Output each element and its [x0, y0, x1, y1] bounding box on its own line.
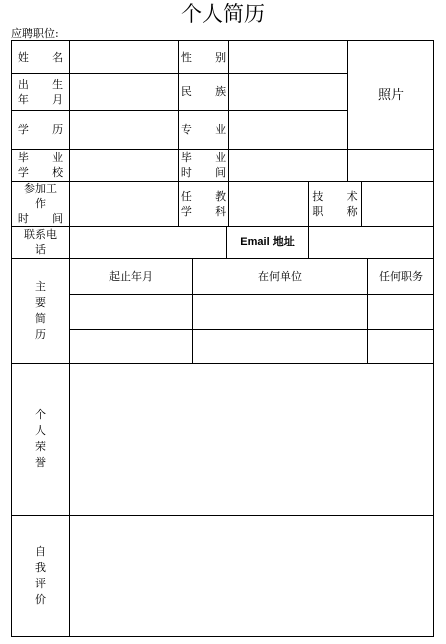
label-gender: 性 别	[180, 50, 237, 64]
name-field[interactable]	[70, 41, 178, 73]
school-field[interactable]	[70, 149, 178, 181]
history-cell[interactable]	[368, 295, 434, 329]
label-phone: 联系电 话	[24, 228, 57, 256]
history-header-period: 起止年月	[109, 269, 153, 283]
label-school: 毕 业 学 校	[17, 151, 74, 179]
photo-box[interactable]	[348, 41, 434, 149]
history-cell[interactable]	[70, 330, 192, 363]
birth-field[interactable]	[70, 73, 178, 110]
email-field[interactable]	[309, 226, 434, 258]
position-label: 应聘职位:	[11, 27, 59, 40]
ethnicity-field[interactable]	[229, 73, 347, 110]
subject-field[interactable]	[229, 181, 308, 226]
history-cell[interactable]	[70, 295, 192, 329]
education-field[interactable]	[70, 110, 178, 149]
label-education: 学 历	[17, 123, 74, 136]
label-history: 主 要 简 历	[35, 279, 46, 341]
history-header-position: 任何职务	[379, 269, 423, 283]
phone-field[interactable]	[70, 226, 226, 258]
major-field[interactable]	[229, 110, 347, 149]
page-title: 个人简历	[181, 2, 265, 26]
grad-time-field[interactable]	[229, 149, 434, 181]
work-start-field[interactable]	[70, 181, 178, 226]
resume-form	[11, 40, 434, 637]
history-cell[interactable]	[193, 295, 367, 329]
self-evaluation-field[interactable]	[70, 516, 434, 637]
label-email: Email 地址	[240, 235, 295, 248]
label-self-evaluation: 自 我 评 价	[35, 545, 46, 606]
label-grad-time: 毕 业 时 间	[180, 151, 237, 179]
label-birth: 出 生 年 月	[17, 77, 74, 106]
photo-label: 照片	[377, 87, 404, 103]
honors-field[interactable]	[70, 364, 434, 515]
label-honors: 个 人 荣 誉	[35, 408, 46, 469]
history-cell[interactable]	[368, 330, 434, 363]
title-field[interactable]	[362, 181, 434, 226]
label-name: 姓 名	[17, 50, 74, 64]
label-work-start: 参加工 作 时 间	[17, 182, 74, 225]
label-title: 技 术 职 称	[312, 189, 368, 218]
label-subject: 任 教 学 科	[180, 189, 237, 218]
gender-field[interactable]	[229, 41, 347, 73]
label-major: 专 业	[180, 123, 237, 136]
history-header-employer: 在何单位	[258, 269, 302, 283]
label-ethnicity: 民 族	[180, 85, 237, 98]
history-cell[interactable]	[193, 330, 367, 363]
